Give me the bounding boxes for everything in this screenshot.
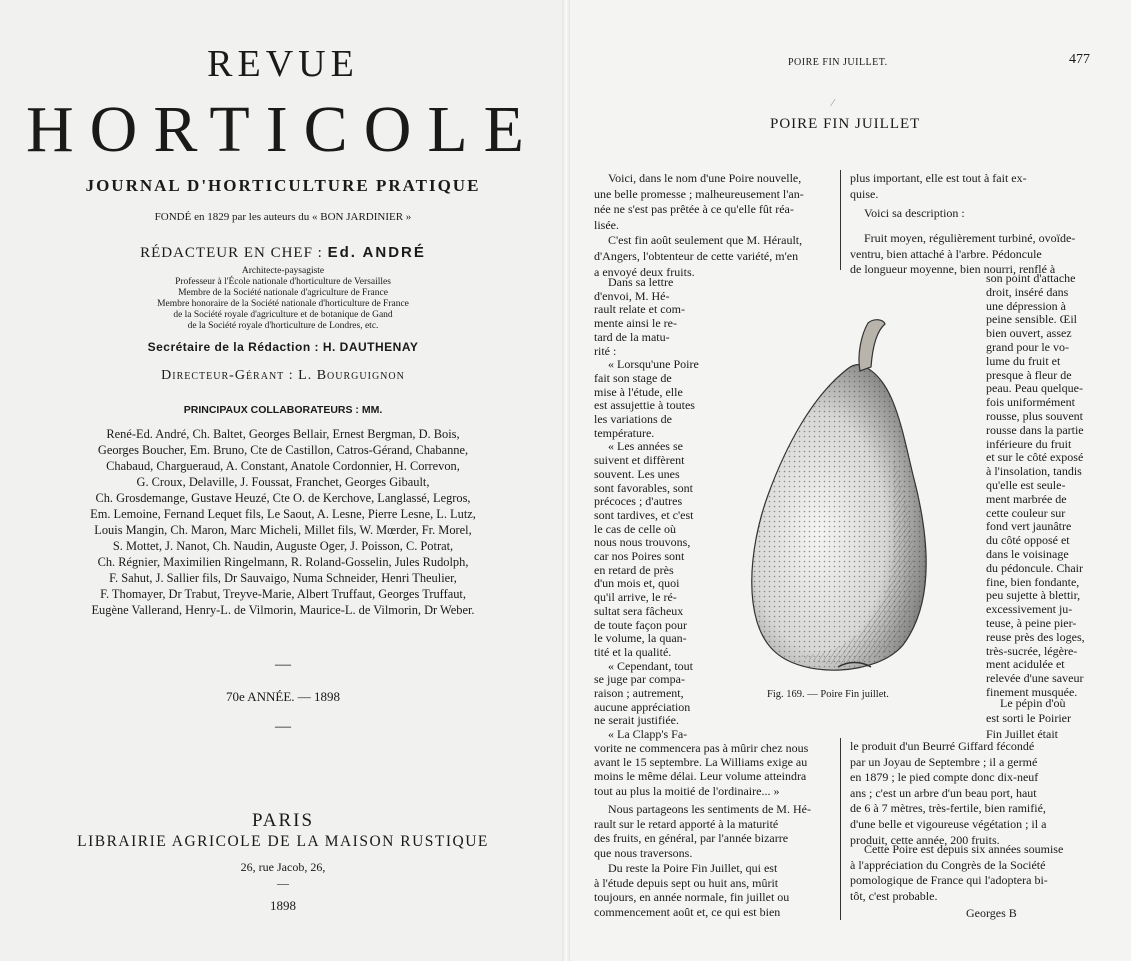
collaborators-heading: PRINCIPAUX COLLABORATEURS : MM. [183,404,383,416]
article-line: très-sucrée, légère- [986,643,1078,658]
article-line: Dans sa lettre [608,275,674,289]
article-line: rité : [594,343,617,358]
article-line: qu'il arrive, le ré- [594,590,677,605]
article-line: qu'elle est seule- [986,478,1066,492]
editor-title: de la Société royale d'agriculture et de botanique de Gand [173,310,393,320]
publication-year: 1898 [270,898,296,913]
journal-subtitle: JOURNAL D'HORTICULTURE PRATIQUE [85,176,481,195]
article-line: en 1879 ; le pied compte donc dix-neuf [850,770,1039,785]
collaborators-line: F. Sahut, J. Sallier fils, Dr Sauvaigo, Numa Schneider, Henri Theulier, [109,571,457,585]
article-line: en retard de près [594,562,674,577]
article-title: POIRE FIN JUILLET [770,116,921,132]
article-line: lume du fruit et [986,353,1061,368]
article-line: rault relate et com- [594,302,685,317]
article-line: car nos Poires sont [594,549,685,563]
article-line: tout au plus la moitié de l'ordinaire... » [594,783,780,798]
article-line: commencement août et, ce qui est bien [594,904,781,919]
article-line: que nous traversons. [594,846,693,861]
article-line: mente ainsi le re- [594,316,677,331]
article-line: d'Angers, l'obtenteur de cette variété, m'en [594,249,799,263]
article-line: quise. [850,186,879,201]
article-line: ans ; c'est un arbre d'un beau port, haut [850,785,1037,800]
column-rule [840,738,841,920]
article-line: moins le même délai. Leur volume atteindra [594,769,807,784]
collaborators-line: Chabaud, Chargueraud, A. Constant, Anatole Cordonnier, H. Correvon, [106,459,460,473]
article-line: une dépression à [986,298,1066,313]
article-line: Fruit moyen, régulièrement turbiné, ovoïde- [864,231,1076,245]
pear-engraving [743,315,938,680]
article-line: Nous partageons les sentiments de M. Hé- [608,802,811,816]
article-line: vorite ne commencera pas à mûrir chez nous [594,741,809,755]
pear-illustration [743,315,938,680]
journal-title: HORTICOLE [26,93,540,166]
article-line: sultat sera fâcheux [594,603,684,618]
article-line: de longueur moyenne, bien nourri, renflé à [850,262,1056,277]
article-line: droit, inséré dans [986,284,1069,299]
article-line: Du reste la Poire Fin Juillet, qui est [608,860,778,875]
article-line: ment acidulée et [986,657,1065,672]
article-line: ventru, bien attaché à l'arbre. Pédoncule [850,246,1042,261]
article-line: née ne s'est pas prêtée à ce qu'elle fût réa- [594,202,794,217]
editor-label: RÉDACTEUR EN CHEF : [140,245,323,261]
article-line: mise à l'étude, elle [594,384,683,399]
article-line: fine, bien fondante, [986,574,1080,589]
article-line: température. [594,425,655,440]
article-line: excessivement ju- [986,602,1073,617]
article-line: « Les années se [608,439,683,454]
editor-title: Professeur à l'École nationale d'horticulture de Versailles [175,277,391,287]
article-line: à l'appréciation du Congrès de la Société [850,857,1046,872]
article-line: avant le 15 septembre. La Williams exige au [594,755,808,770]
collaborators-line: Louis Mangin, Ch. Maron, Marc Micheli, Millet fils, W. Mœrder, Fr. Morel, [94,523,472,537]
article-line: bien ouvert, assez [986,326,1072,341]
column-rule [840,170,841,270]
article-line: sont tardives, et c'est [594,507,694,522]
book-gutter [562,0,570,961]
article-line: les variations de [594,412,672,426]
figure-caption: Fig. 169. — Poire Fin juillet. [767,689,889,700]
article-line: d'envoi, M. Hé- [594,288,670,303]
article-line: est sorti le Poirier [986,711,1071,726]
article-line: grand pour le vo- [986,340,1069,354]
separator-dash: — [275,718,291,735]
editor-title: de la Société royale d'horticulture de Londres, etc. [187,321,379,331]
article-line: relevée d'une saveur [986,671,1084,686]
article-line: reuse près des loges, [986,629,1085,644]
collaborators-line: Ch. Grosdemange, Gustave Heuzé, Cte O. de Kerchove, Langlassé, Legros, [95,491,471,505]
article-line: de 6 à 7 mètres, très-fertile, bien ramifié, [850,801,1046,816]
director-line: Directeur-Gérant : L. Bourguignon [161,368,405,383]
volume-year: 70e ANNÉE. — 1898 [225,689,341,704]
collaborators-line: S. Mottet, J. Nanot, Ch. Naudin, Auguste Oger, J. Poisson, C. Potrat, [112,539,454,553]
article-line: Le pépin d'où [1000,696,1066,710]
publisher-address: 26, rue Jacob, 26, [240,860,326,874]
editor-name: Ed. ANDRÉ [327,244,426,261]
article-line: C'est fin août seulement que M. Hérault, [608,233,803,248]
article-line: « Cependant, tout [608,658,693,673]
article-line: fond vert jaunâtre [986,519,1072,534]
article-line: le produit d'un Beurré Giffard fécondé [850,739,1035,753]
article-line: rousse dans la partie [986,422,1084,437]
article-line: toujours, en année normale, fin juillet ou [594,890,790,905]
article-line: Voici sa description : [864,206,965,220]
article-line: par un Joyau de Septembre ; il a germé [850,754,1038,769]
article-line: et sur le côté exposé [986,450,1084,465]
article-line: d'un mois et, quoi [594,576,680,591]
article-line: lisée. [594,217,619,232]
article-line: teuse, à peine pier- [986,616,1077,630]
article-line: du côté opposé et [986,533,1070,548]
article-line: des fruits, en général, par l'année bizarre [594,831,789,846]
editor-title: Membre honoraire de la Société nationale d'horticulture de France [157,299,409,309]
collaborators-line: G. Croux, Delaville, J. Foussat, Franchet, Georges Gibault, [136,475,430,489]
article-line: peu sujette à blettir, [986,588,1081,603]
article-line: produit, cette année, 200 fruits. [850,832,1000,847]
article-line: pomologique de France qui l'adoptera bi- [850,873,1048,888]
article-line: « La Clapp's Fa- [608,727,688,742]
collaborators-line: Ch. Régnier, Maximilien Ringelmann, R. Roland-Gosselin, Jules Rudolph, [97,555,469,569]
article-line: d'une belle et vigoureuse végétation ; il a [850,817,1047,831]
publisher-city: PARIS [251,810,315,831]
article-line: son point d'attache [986,271,1076,285]
separator-dash: — [277,876,289,890]
article-line: plus important, elle est tout à fait ex- [850,171,1027,185]
article-line: Georges B [966,906,1017,920]
article-line: tôt, c'est probable. [850,888,938,903]
article-line: se juge par compa- [594,672,685,687]
journal-revue: REVUE [207,43,359,85]
article-line: le volume, la quan- [594,631,687,646]
page-number: 477 [1069,52,1090,67]
collaborators-line: Eugène Vallerand, Henry-L. de Vilmorin, Maurice-L. de Vilmorin, Dr Weber. [91,603,475,617]
article-line: tard de la matu- [594,329,670,344]
article-line: inférieure du fruit [986,436,1072,451]
article-line: peine sensible. Œil [986,312,1077,327]
separator-dash: — [275,656,291,673]
article-line: à l'étude depuis sept ou huit ans, mûrit [594,875,779,890]
article-line: « Lorsqu'une Poire [608,357,699,372]
editor-title: Architecte-paysagiste [241,266,325,276]
editor-line [0,244,566,262]
article-line: Voici, dans le nom d'une Poire nouvelle, [608,171,802,185]
article-line: presque à fleur de [986,367,1072,382]
article-line: finement musquée. [986,685,1078,699]
article-line: précoces ; d'autres [594,494,683,509]
article-line: Cette Poire est depuis six années soumise [864,842,1064,856]
article-line: le cas de celle où [594,521,676,536]
article-line: a envoyé deux fruits. [594,264,695,279]
article-line: à l'insolation, tandis [986,464,1082,479]
article-line: rousse, plus souvent [986,409,1083,423]
article-line: raison ; autrement, [594,686,684,700]
founded-line: FONDÉ en 1829 par les auteurs du « BON JARDINIER » [154,211,412,223]
article-line: nous nous trouvons, [594,535,691,550]
article-line: peau. Peau quelque- [986,381,1083,396]
publisher-name: LIBRAIRIE AGRICOLE DE LA MAISON RUSTIQUE [77,833,489,850]
running-head: POIRE FIN JUILLET. [788,57,888,68]
editor-title: Membre de la Société nationale d'agriculture de France [178,288,388,298]
collaborators-line: René-Ed. André, Ch. Baltet, Georges Bellair, Ernest Bergman, D. Bois, [106,427,460,441]
article-line: cette couleur sur [986,505,1066,520]
article-line: dans le voisinage [986,547,1069,561]
article-line: tité et la qualité. [594,644,672,659]
collaborators-line: F. Thomayer, Dr Trabut, Treyve-Marie, Albert Truffaut, Georges Truffaut, [100,587,466,601]
collaborators-line: Em. Lemoine, Fernand Lequet fils, Le Saout, A. Lesne, Pierre Lesne, L. Lutz, [90,507,476,521]
article-line: du pédoncule. Chair [986,560,1083,575]
secretary-line: Secrétaire de la Rédaction : H. DAUTHENAY [147,340,419,354]
article-line: de toute façon pour [594,617,687,632]
article-line: Fin Juillet était [986,726,1058,741]
article-line: aucune appréciation [594,699,691,714]
article-line: souvent. Les unes [594,466,680,481]
article-line: rault sur le retard apporté à la maturité [594,816,779,831]
article-line: sont favorables, sont [594,480,693,495]
article-line: est assujettie à toutes [594,398,695,413]
print-speck: ⁄ [832,98,834,109]
collaborators-line: Georges Boucher, Em. Bruno, Cte de Castillon, Catros-Gérand, Chabanne, [97,443,469,457]
article-line: fait son stage de [594,370,672,385]
article-line: une belle promesse ; malheureusement l'an- [594,186,804,201]
article-line: suivent et diffèrent [594,453,685,468]
article-line: ne serait justifiée. [594,713,679,728]
article-line: ment marbrée de [986,491,1067,506]
article-line: fois uniformément [986,395,1075,410]
